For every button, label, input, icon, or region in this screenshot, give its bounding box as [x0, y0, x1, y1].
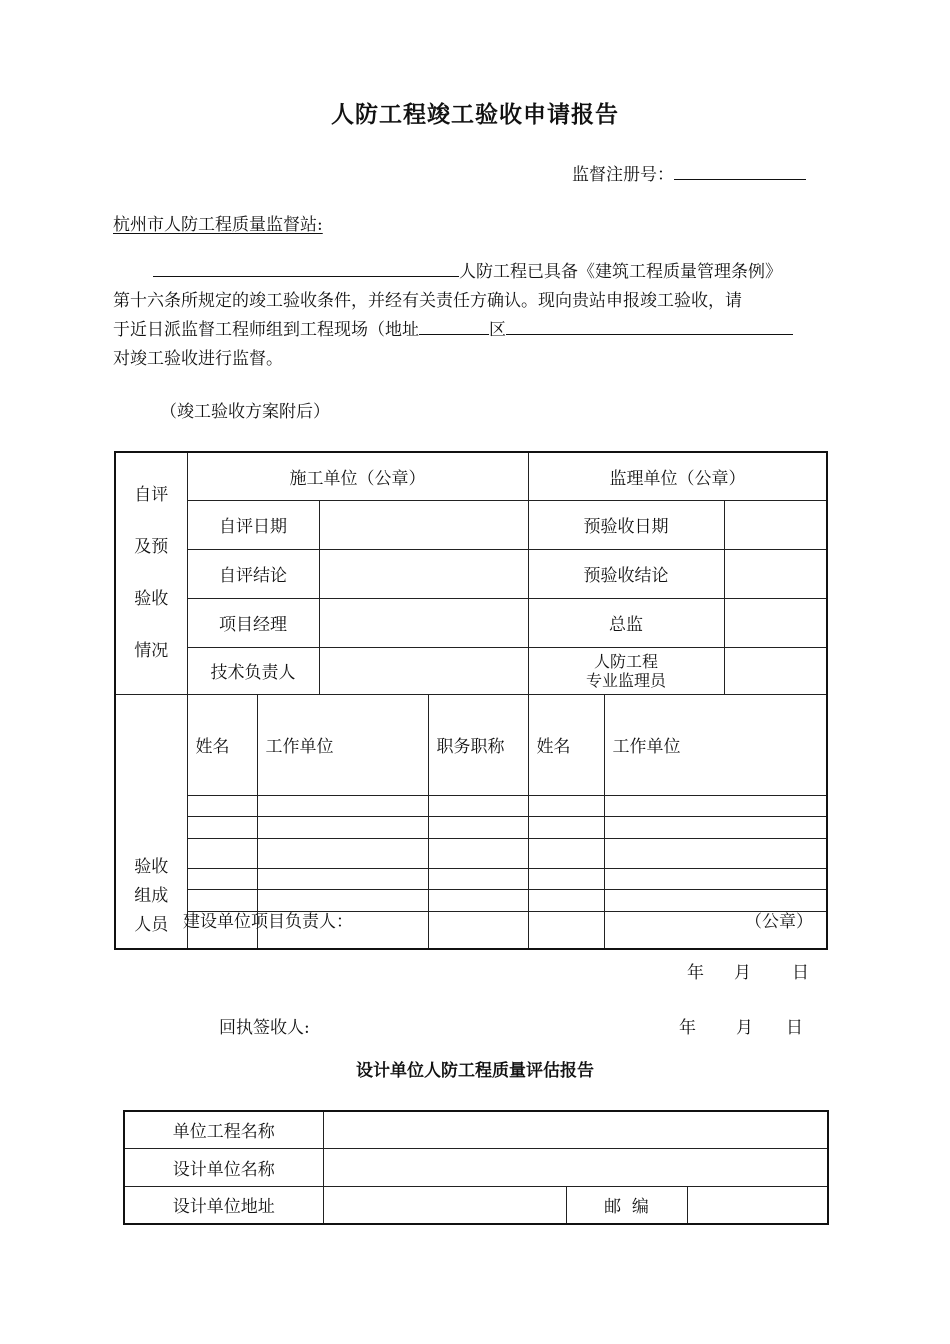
owner-date-day: 日 [792, 963, 809, 983]
receipt-signer-label: 回执签收人: [219, 1018, 310, 1038]
project-name-blank[interactable] [153, 262, 459, 277]
receipt-date-year: 年 [679, 1018, 696, 1038]
pre-acceptance-conclusion-field[interactable] [724, 549, 827, 598]
supervisor-seal-header: 监理单位（公章） [528, 452, 827, 500]
owner-date-year: 年 [687, 963, 704, 983]
design-unit-name-field[interactable] [323, 1148, 828, 1186]
owner-date-month: 月 [734, 963, 751, 983]
technical-lead-label: 技术负责人 [187, 647, 319, 694]
chief-supervisor-label: 总监 [528, 598, 724, 647]
civil-defense-supervisor-field[interactable] [724, 647, 827, 694]
member-row [115, 838, 827, 868]
project-manager-label: 项目经理 [187, 598, 319, 647]
project-manager-field[interactable] [319, 598, 528, 647]
member-header-name-1: 姓名 [187, 694, 257, 795]
member-header-unit-1: 工作单位 [257, 694, 428, 795]
receipt-date-month: 月 [736, 1018, 753, 1038]
design-unit-address-field[interactable] [323, 1186, 566, 1224]
body-line-1 [113, 258, 782, 287]
body-line-1-text: 人防工程已具备《建筑工程质量管理条例》 [459, 262, 782, 282]
design-unit-name-label: 设计单位名称 [124, 1148, 323, 1186]
self-review-date-label: 自评日期 [187, 500, 319, 549]
member-row [115, 795, 827, 816]
member-row [115, 868, 827, 889]
self-review-date-field[interactable] [319, 500, 528, 549]
design-report-title: 设计单位人防工程质量评估报告 [356, 1061, 594, 1081]
seal-label: （公章） [745, 912, 813, 932]
page-title: 人防工程竣工验收申请报告 [331, 101, 619, 128]
member-header-unit-2: 工作单位 [604, 694, 827, 795]
body-line-2: 第十六条所规定的竣工验收条件，并经有关责任方确认。现向贵站申报竣工验收，请 [113, 291, 742, 311]
body-line-3 [113, 316, 793, 345]
body-line-4: 对竣工验收进行监督。 [113, 349, 283, 369]
acceptance-members-side-label: 验收 组成 人员 [115, 694, 187, 949]
pre-acceptance-date-label: 预验收日期 [528, 500, 724, 549]
receipt-date-day: 日 [786, 1018, 803, 1038]
registration-label: 监督注册号： [572, 165, 674, 185]
civil-defense-supervisor-label: 人防工程 专业监理员 [528, 647, 724, 694]
district-label: 区 [489, 320, 506, 340]
project-name-label: 单位工程名称 [124, 1111, 323, 1148]
pre-acceptance-date-field[interactable] [724, 500, 827, 549]
self-review-side-label: 自评 及预 验收 情况 [115, 452, 187, 694]
address-district-blank[interactable] [419, 320, 489, 335]
chief-supervisor-field[interactable] [724, 598, 827, 647]
self-review-conclusion-field[interactable] [319, 549, 528, 598]
technical-lead-field[interactable] [319, 647, 528, 694]
postcode-field[interactable] [687, 1186, 828, 1224]
body-line-3-prefix: 于近日派监督工程师组到工程现场（地址 [113, 320, 419, 340]
postcode-label: 邮 编 [566, 1186, 687, 1224]
owner-representative-label: 建设单位项目负责人： [183, 912, 353, 932]
member-header-name-2: 姓名 [528, 694, 604, 795]
attachment-note: （竣工验收方案附后） [160, 402, 330, 422]
member-row [115, 816, 827, 838]
design-unit-table [123, 1110, 829, 1225]
pre-acceptance-conclusion-label: 预验收结论 [528, 549, 724, 598]
registration-blank[interactable] [674, 165, 806, 180]
address-detail-blank[interactable] [506, 320, 793, 335]
registration-number [572, 160, 806, 185]
design-unit-address-label: 设计单位地址 [124, 1186, 323, 1224]
addressee: 杭州市人防工程质量监督站: [113, 215, 323, 235]
acceptance-review-table [114, 451, 828, 950]
member-header-title-1: 职务职称 [428, 694, 528, 795]
project-name-field[interactable] [323, 1111, 828, 1148]
self-review-conclusion-label: 自评结论 [187, 549, 319, 598]
contractor-seal-header: 施工单位（公章） [187, 452, 528, 500]
